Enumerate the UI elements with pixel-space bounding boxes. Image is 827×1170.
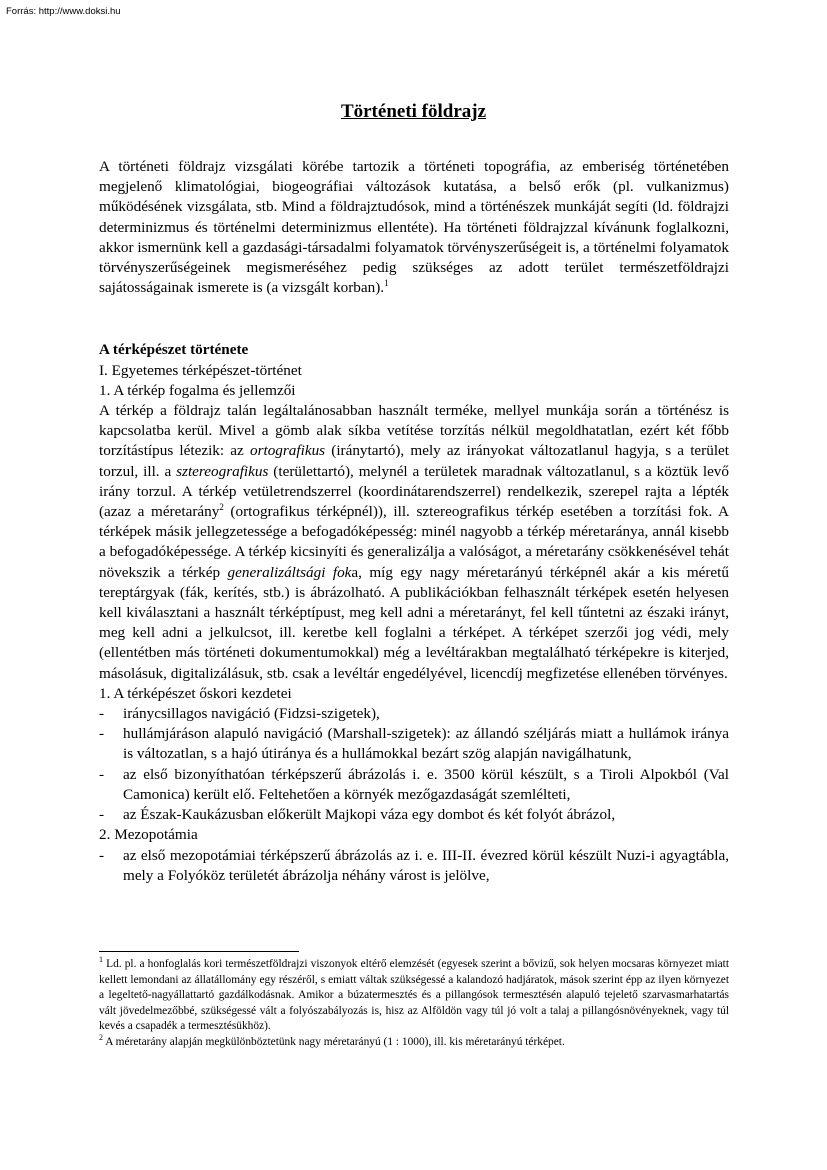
subsection-title-1: 1. A térkép fogalma és jellemzői [99,381,296,399]
footnote-text: Ld. pl. a honfoglalás kori természetföldrajzi viszonyok eltérő elemzését (egyesek szerint a bővizű, sok helyen mocsaras környezet miatt kellett lemondani az állatállomány egy részéről, s emiatt váltak szükségessé a kalandozó hadjáratok, mások szerint épp az ilyen környezet a legeltető-nagyállattartó gazdálkodásnak. Amikor a búzatermesztés és a pillangósok termesztésén alapuló tejelető szarvasmarhatartás vált jövedelmezőbbé, szükségessé vált a folyószabályozás is, hisz az Alföldön vagy túl jó volt a talaj a pillangósnövényeknek, vagy túl kevés a csapadék a termesztésükhöz). [99,958,730,1032]
intro-paragraph [99,157,729,298]
list-item-text: az első mezopotámiai térképszerű ábrázolás az i. e. III-II. évezred körül készült Nuzi-i agyagtábla, mely a Folyóköz területét ábrázolja néhány várost is jelölve, [123,846,729,884]
list-item-text: hullámjáráson alapuló navigáció (Marshall-szigetek): az állandó széljárás miatt a hullámok iránya is változatlan, s a hajó útiránya és a hullámokkal bezárt szög alapján navigálhatunk, [123,725,729,763]
footnote-divider [99,951,299,952]
list-bullet: - [99,806,105,824]
list-bullet: - [99,846,105,864]
list-item-text: az Észak-Kaukázusban előkerült Majkopi váza egy dombot és két folyót ábrázol, [123,806,616,824]
subsection-title-2: 1. A térképészet őskori kezdetei [99,684,292,702]
footnote-2 [99,1032,729,1051]
footnote-number: 1 [99,955,103,965]
term-generalizaltsagi-fok: generalizáltsági fok [227,563,352,581]
footnote-ref-1[interactable]: 1 [384,278,389,289]
body-text-3: (területtartó), melynél a területek maradnak változatlanul, s a köztük levő irány torzul. A térkép vetületrendszerrel (koordinátarendszerrel) rendelkezik, szerepel rajta a lépték (azaz a méretarány [99,462,729,521]
list-item-text: az első bizonyíthatóan térképszerű ábrázolás i. e. 3500 körül készült, s a Tiroli Alpokból (Val Camonica) került elő. Feltehetően a környék mezőgazdaságát szemlélteti, [123,765,729,803]
section-subheading: I. Egyetemes térképészet-történet [99,361,302,379]
footnote-number: 2 [99,1032,103,1042]
main-content [99,157,729,886]
term-ortografikus: ortografikus [249,442,326,460]
body-text-1: A térkép a földrajz talán legáltalánosabban használt terméke, mellyel munkája során a történész is kapcsolatba kerül. Mivel a gömb alak síkba vetítése torzítás nélkül megoldhatatlan, ezért két főbb torzítástípus létezik: az [99,402,729,460]
list-item-text: iránycsillagos navigáció (Fidzsi-szigetek), [123,705,380,723]
list-item [99,846,729,886]
footnote-text: A méretarány alapján megkülönböztetünk nagy méretarányú (1 : 1000), ill. kis méretarányú térképet. [105,1035,565,1048]
body-text-5: a, míg egy nagy méretarányú térképnél akár a kis méretű tereptárgyak (fák, kerítés, stb.) is ábrázolható. A publikációkban felhasznált térképek esetén helyesen kell kiválasztani a használt térképtípust, meg kell adni a méretarányt, fel kell tűntetni az északi irányt, meg kell adni a jelkulcsot, ill. keretbe kell foglalni a térképet. A térképet szerzői jog védi, mely (ellentétben más történeti dokumentumokkal) még a levéltárakban megtalálható térképekre is kiterjed, másolásuk, digitalizálásuk, stb. csak a levéltár engedélyével, licencdíj megfizetése ellenében törvényes. [99,563,729,682]
subsection-title-3: 2. Mezopotámia [99,826,198,844]
section-heading: A térképészet története [99,341,249,359]
body-text-2: (iránytartó), mely az irányokat változatlanul hagyja, s a terület torzul, ill. a [99,442,730,480]
footnote-1 [99,957,729,1035]
page-title: Történeti földrajz [340,101,487,122]
footnotes [99,957,729,1050]
footnote-ref-2[interactable]: 2 [219,501,224,512]
intro-text: A történeti földrajz vizsgálati körébe tartozik a történeti topográfia, az emberiség történetében megjelenő klimatológiai, biogeográfiai változások kutatása, a belső erők (pl. vulkanizmus) működésének vizsgálata, stb. Mind a földrajztudósok, mind a történészek munkáját segíti (ld. földrajzi determinizmus és történelmi determinizmus ellentéte). Ha történeti földrajzzal kívánunk foglalkozni, akkor ismernünk kell a gazdasági-társadalmi folyamatok törvényszerűségeit is, a történelmi folyamatok törvényszerűségeinek megismeréséhez pedig szükséges az adott terület természetföldrajzi sajátosságainak ismerete is (a vizsgált korban). [99,158,729,297]
source-url: Forrás: http://www.doksi.hu [6,6,121,17]
term-sztereografikus: sztereografikus [176,462,269,480]
list-item [99,704,729,724]
body-text-4: (ortografikus térképnél)), ill. sztereografikus térkép esetében a torzítási fok. A térképek másik jellegzetessége a befogadóképesség: minél nagyobb a térkép méretaránya, annál kisebb a befogadóképessége. A térkép kicsinyíti és generalizálja a valóságot, a méretarány csökkenésével tehát növekszik a térkép [99,503,730,581]
list-item [99,805,729,825]
list-item [99,724,729,764]
body-paragraph [99,401,729,684]
list-bullet: - [99,705,105,723]
list-bullet: - [99,725,105,743]
list-bullet: - [99,765,105,783]
list-item [99,765,729,805]
